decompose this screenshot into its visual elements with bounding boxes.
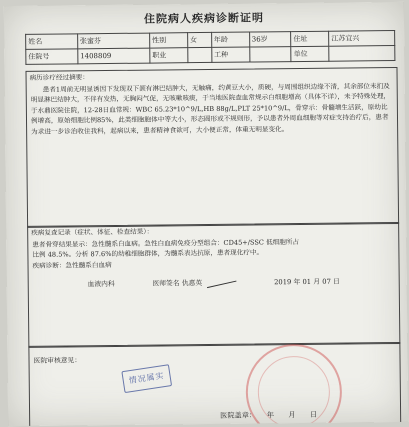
doctor-signature-block	[152, 278, 236, 289]
age-label: 年龄	[211, 32, 249, 47]
diagnosis-certificate	[4, 2, 408, 426]
review-line-2: 比例 48.5%。分析 87.6%的幼稚细胞群体，为髓系表达抗原，患者现化疗中。	[32, 248, 264, 260]
verified-stamp: 情况属实	[121, 364, 172, 393]
handwritten-signature	[207, 281, 236, 289]
history-text: 患者1周前无明显诱因下发现双下颌有淋巴结肿大，无触痛，约黄豆大小，质硬，与周围组织边缘不清，其余部位未扪及明显淋巴结肿大，不伴有发热，无胸闷气促，无咳嗽咳痰，于当地医院查血常规示白细胞增高（具体不详），未予特殊处理，于水鼎医院住院，12-28日血常规：WBC 65.23*10^9/L,HB 88g/L,PLT 25*10^9/L，骨穿示：骨髓增生活跃，原幼比例增高，原始细胞比例85%，此类细胞胞体中等大小，形态圆形或不规则形，予以患者外周血细胞等对症支持治疗后，患者为求进一步诊治收住我科，起病以来，患者精神食欲可，大小便正常，体重无明显变化。	[30, 81, 391, 136]
occupation-type: 工种	[211, 47, 249, 62]
review-section	[27, 222, 400, 348]
signature-row	[29, 276, 399, 290]
diagnosis-line: 疾病诊断：急性髓系白血病	[32, 260, 112, 270]
sign-date: 2019 年 01 月 07 日	[274, 277, 340, 287]
name-label: 姓名	[26, 34, 78, 50]
review-line-1: 患者骨穿结果显示：急性髓系白血病。急性白血病免疫分型组合：CD45+/SSC 低细胞所占	[32, 237, 300, 249]
admission-label: 住院号	[26, 49, 78, 65]
sex-value: 女	[187, 32, 211, 47]
audit-label: 医院审核意见：	[33, 356, 82, 365]
patient-info-table	[25, 30, 395, 65]
unit-label: 单位	[291, 46, 329, 61]
audit-section	[28, 342, 401, 426]
admission-value: 1408809	[78, 48, 150, 64]
doctor-label: 医师签名	[152, 279, 180, 288]
name-value: 张蜜芬	[77, 33, 149, 49]
age-value: 36岁	[249, 32, 291, 47]
history-heading: 病历诊疗经过摘要：	[29, 73, 89, 82]
occupation-label: 职业	[150, 48, 188, 63]
unit-value	[329, 46, 395, 62]
address-label: 住址	[291, 31, 329, 46]
address-value: 江苏宜兴	[329, 31, 395, 47]
sex-label: 性别	[150, 33, 188, 48]
document-title: 住院病人疾病诊断证明	[143, 11, 265, 26]
history-section	[25, 67, 399, 228]
occupation-type-blank	[249, 47, 291, 62]
department: 血液内科	[87, 279, 115, 289]
doctor-name: 仇惠英	[181, 279, 203, 288]
review-heading: 疾病复查记录（症状、体征、检查结果）：	[31, 227, 154, 237]
occupation-blank	[188, 47, 212, 62]
seal-label: 医院盖章： 年 月 日	[220, 409, 318, 420]
